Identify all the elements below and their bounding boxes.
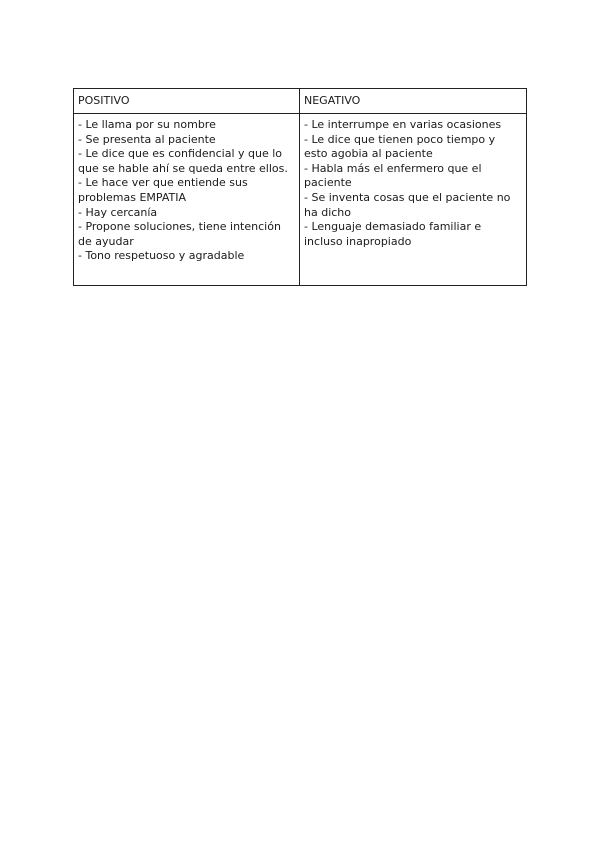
positivo-cell bbox=[74, 114, 300, 286]
list-item: - Habla más el enfermero que el paciente bbox=[304, 161, 482, 190]
list-item: - Hay cercanía bbox=[78, 205, 158, 219]
list-item: - Le interrumpe en varias ocasiones bbox=[304, 118, 502, 131]
list-item: - Le dice que es confidencial y que lo que se hable ahí se queda entre ellos. bbox=[78, 147, 288, 175]
list-item: - Propone soluciones, tiene intención de ayudar bbox=[78, 220, 281, 248]
list-item: - Le dice que tienen poco tiempo y esto agobia al paciente bbox=[304, 132, 496, 161]
table-header-row bbox=[74, 89, 527, 114]
comparison-table bbox=[73, 88, 527, 286]
header-positivo: POSITIVO bbox=[74, 89, 300, 114]
negativo-cell bbox=[300, 114, 527, 286]
list-item: - Se inventa cosas que el paciente no ha dicho bbox=[304, 190, 511, 219]
list-item: - Se presenta al paciente bbox=[78, 132, 216, 146]
list-item: - Lenguaje demasiado familiar e incluso inapropiado bbox=[304, 220, 482, 248]
list-item: - Tono respetuoso y agradable bbox=[78, 249, 245, 263]
header-negativo: NEGATIVO bbox=[300, 89, 527, 114]
list-item: - Le hace ver que entiende sus problemas EMPATIA bbox=[78, 176, 248, 204]
table-row bbox=[74, 114, 527, 286]
list-item: - Le llama por su nombre bbox=[78, 118, 216, 131]
